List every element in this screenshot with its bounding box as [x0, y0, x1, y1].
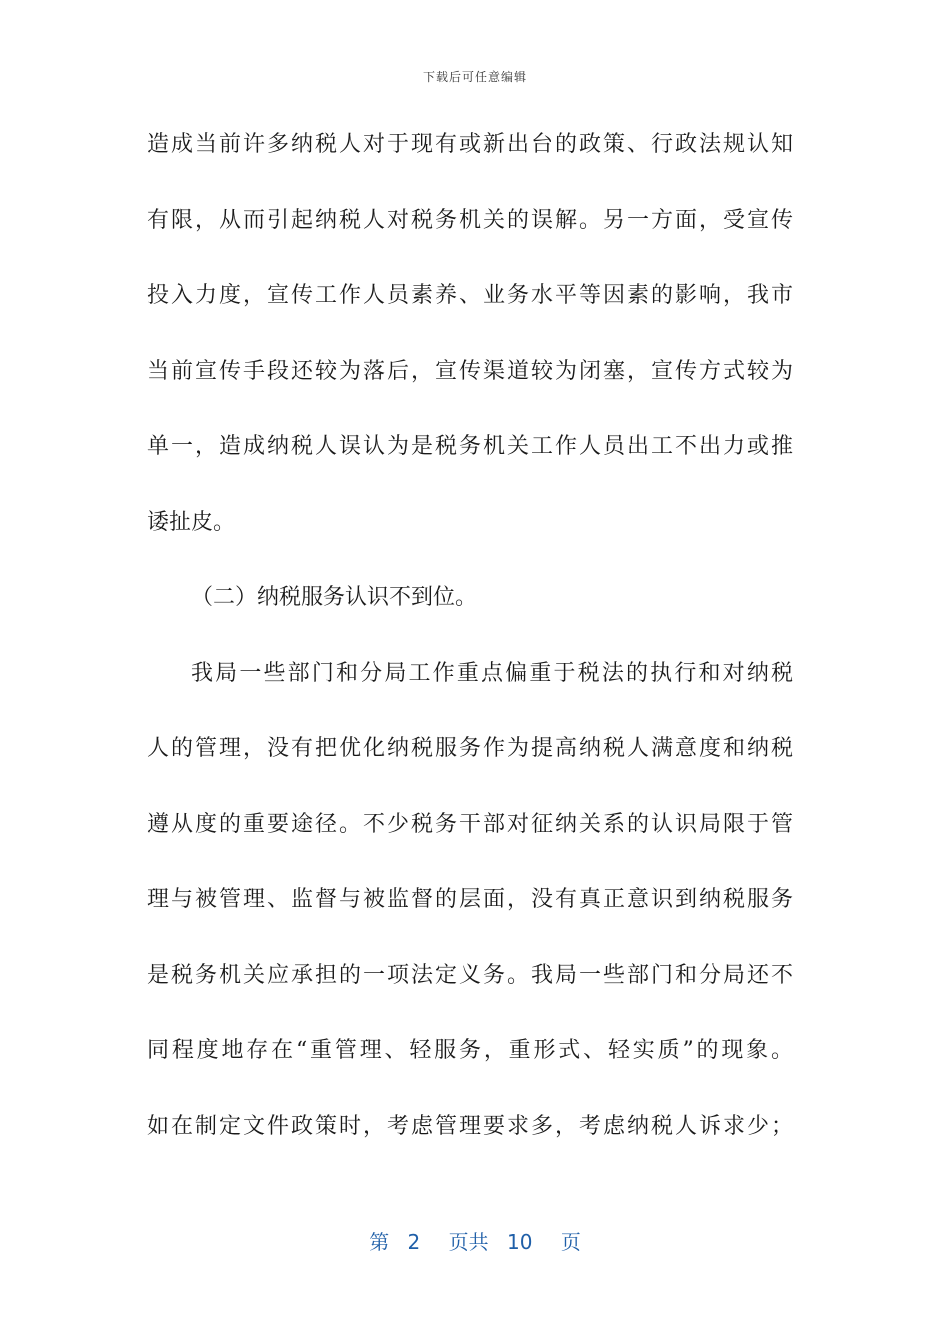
text-line: 诿扯皮。	[147, 509, 236, 535]
page-prefix: 第	[369, 1230, 390, 1254]
text-line: 投入力度，宣传工作人员素养、业务水平等因素的影响，我市	[147, 283, 793, 308]
current-page-number: 2	[407, 1230, 421, 1254]
text-line: 我局一些部门和分局工作重点偏重于税法的执行和对纳税	[191, 660, 793, 686]
text-line: 理与被管理、监督与被监督的层面，没有真正意识到纳税服务	[147, 887, 793, 912]
page-middle: 页共	[448, 1230, 489, 1254]
text-line: 遵从度的重要途径。不少税务干部对征纳关系的认识局限于管	[147, 811, 793, 837]
text-line: 单一，造成纳税人误认为是税务机关工作人员出工不出力或推	[147, 434, 793, 459]
page-suffix: 页	[560, 1230, 581, 1254]
page-number-footer	[0, 1226, 950, 1255]
text-line: 当前宣传手段还较为落后，宣传渠道较为闭塞，宣传方式较为	[147, 358, 793, 384]
document-body	[147, 126, 793, 1183]
page-header: 下载后可任意编辑	[422, 70, 527, 84]
total-pages-number: 10	[507, 1230, 533, 1254]
text-line: 是税务机关应承担的一项法定义务。我局一些部门和分局还不	[147, 962, 793, 988]
text-line: 有限，从而引起纳税人对税务机关的误解。另一方面，受宣传	[147, 207, 793, 233]
text-line: 如在制定文件政策时，考虑管理要求多，考虑纳税人诉求少；	[147, 1113, 793, 1139]
section-heading: （二）纳税服务认识不到位。	[191, 585, 478, 610]
text-line: 人的管理，没有把优化纳税服务作为提高纳税人满意度和纳税	[147, 736, 793, 761]
text-line: 造成当前许多纳税人对于现有或新出台的政策、行政法规认知	[147, 132, 793, 157]
text-line: 同程度地存在“重管理、轻服务，重形式、轻实质”的现象。	[147, 1038, 793, 1063]
